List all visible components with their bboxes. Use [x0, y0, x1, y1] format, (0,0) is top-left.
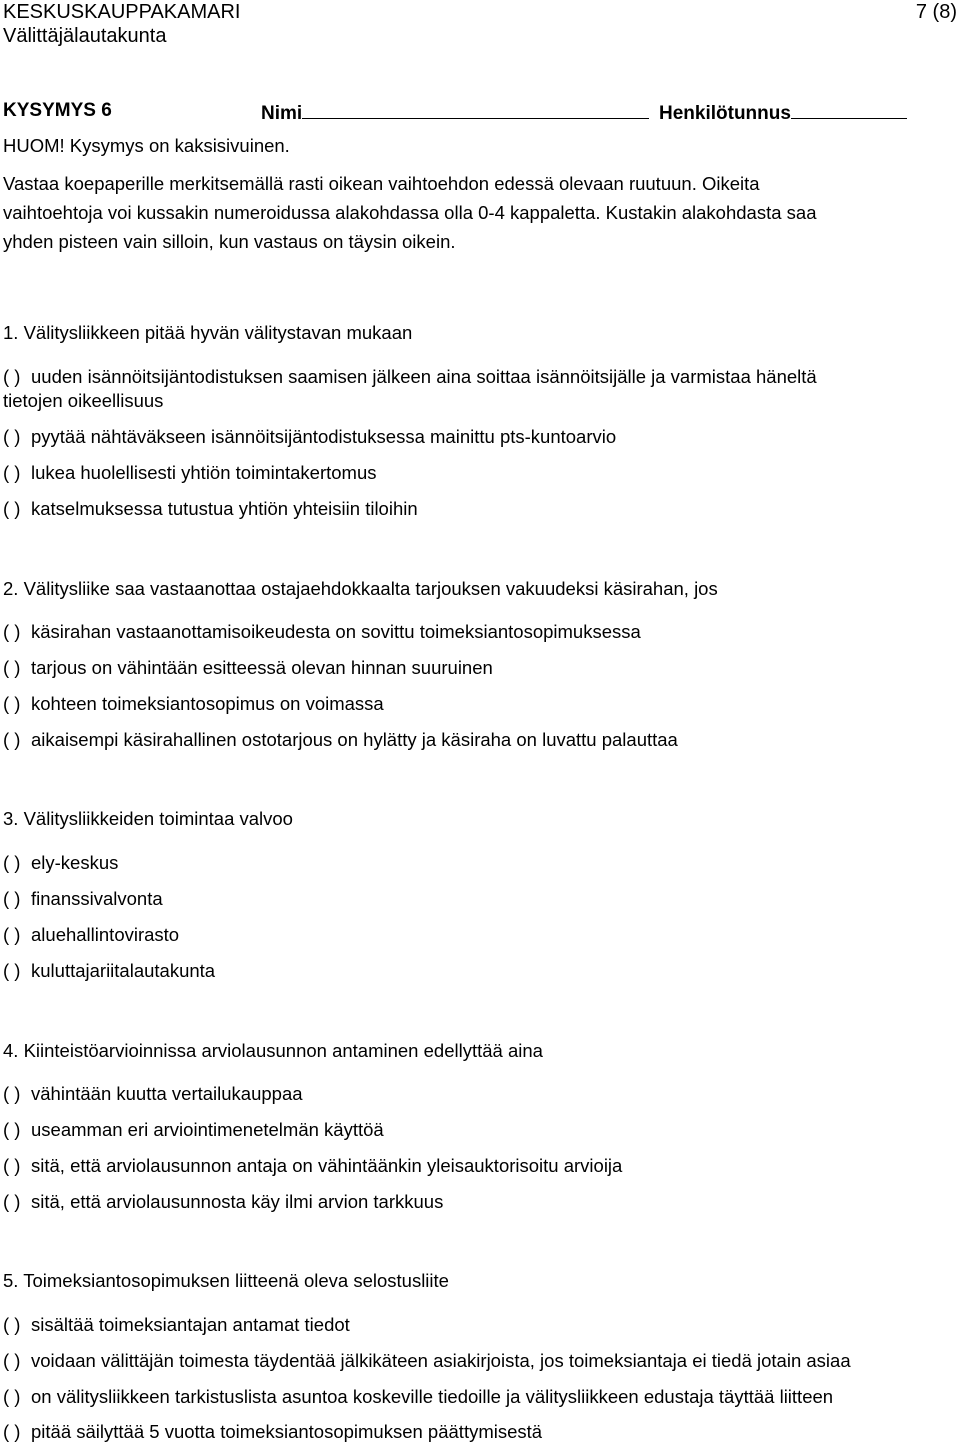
question-3-title: 3. Välitysliikkeiden toimintaa valvoo [3, 808, 293, 829]
name-underline[interactable] [302, 100, 649, 119]
answer-checkbox[interactable]: ( ) [3, 1191, 21, 1212]
option-text: useamman eri arviointimenetelmän käyttöä [31, 1119, 384, 1140]
answer-checkbox[interactable]: ( ) [3, 366, 21, 387]
answer-checkbox[interactable]: ( ) [3, 888, 21, 909]
option-text: sisältää toimeksiantajan antamat tiedot [31, 1314, 350, 1335]
question-1-title: 1. Välitysliikkeen pitää hyvän välitystavan mukaan [3, 322, 413, 343]
option-text: ely-keskus [31, 852, 119, 873]
question-1-option-2[interactable] [3, 426, 616, 448]
answer-checkbox[interactable]: ( ) [3, 960, 21, 981]
option-text: kuluttajariitalautakunta [31, 960, 216, 981]
name-label: Nimi [261, 103, 303, 124]
question-2-option-4[interactable] [3, 729, 678, 751]
answer-checkbox[interactable]: ( ) [3, 426, 21, 447]
option-text: finanssivalvonta [31, 888, 163, 909]
question-5-option-4[interactable] [3, 1421, 542, 1443]
option-text: katselmuksessa tutustua yhtiön yhteisiin tiloihin [31, 498, 418, 519]
option-text: tarjous on vähintään esitteessä olevan hinnan suuruinen [31, 657, 493, 678]
question-5-option-1[interactable] [3, 1314, 350, 1336]
option-text: on välitysliikkeen tarkistuslista asuntoa koskeville tiedoille ja välitysliikkeen edustaja täyttää liitteen [31, 1386, 834, 1407]
question-3-option-2[interactable] [3, 888, 163, 910]
instructions-line-2: vaihtoehtoja voi kussakin numeroidussa alakohdassa olla 0-4 kappaletta. Kustakin alakohdasta saa [3, 202, 817, 223]
question-4-option-4[interactable] [3, 1191, 443, 1213]
question-label: KYSYMYS 6 [3, 100, 112, 121]
board-name: Välittäjälautakunta [3, 25, 167, 47]
question-2-option-3[interactable] [3, 693, 384, 715]
answer-checkbox[interactable]: ( ) [3, 693, 21, 714]
option-text: pitää säilyttää 5 vuotta toimeksiantosopimuksen päättymisestä [31, 1421, 543, 1442]
answer-checkbox[interactable]: ( ) [3, 729, 21, 750]
option-text: voidaan välittäjän toimesta täydentää jälkikäteen asiakirjoista, jos toimeksiantaja ei tiedä jotain asiaa [31, 1350, 851, 1371]
question-5-option-2[interactable] [3, 1350, 851, 1372]
answer-checkbox[interactable]: ( ) [3, 1119, 21, 1140]
id-field[interactable] [659, 100, 907, 125]
option-text: lukea huolellisesti yhtiön toimintakertomus [31, 462, 377, 483]
option-text: pyytää nähtäväkseen isännöitsijäntodistuksessa mainittu pts-kuntoarvio [31, 426, 617, 447]
question-2-option-1[interactable] [3, 621, 641, 643]
option-text: aluehallintovirasto [31, 924, 180, 945]
answer-checkbox[interactable]: ( ) [3, 924, 21, 945]
answer-checkbox[interactable]: ( ) [3, 657, 21, 678]
answer-checkbox[interactable]: ( ) [3, 498, 21, 519]
id-label: Henkilötunnus [659, 103, 791, 124]
question-4-option-3[interactable] [3, 1155, 622, 1177]
answer-checkbox[interactable]: ( ) [3, 1350, 21, 1371]
question-4-option-1[interactable] [3, 1083, 303, 1105]
option-text: aikaisempi käsirahallinen ostotarjous on hylätty ja käsiraha on luvattu palauttaa [31, 729, 678, 750]
question-3-option-4[interactable] [3, 960, 215, 982]
option-text: sitä, että arviolausunnosta käy ilmi arvion tarkkuus [31, 1191, 444, 1212]
question-5-title: 5. Toimeksiantosopimuksen liitteenä oleva selostusliite [3, 1270, 449, 1291]
option-text: käsirahan vastaanottamisoikeudesta on sovittu toimeksiantosopimuksessa [31, 621, 641, 642]
answer-checkbox[interactable]: ( ) [3, 1155, 21, 1176]
answer-checkbox[interactable]: ( ) [3, 1386, 21, 1407]
option-text: kohteen toimeksiantosopimus on voimassa [31, 693, 384, 714]
question-5-option-3[interactable] [3, 1386, 833, 1408]
answer-checkbox[interactable]: ( ) [3, 1314, 21, 1335]
answer-checkbox[interactable]: ( ) [3, 1421, 21, 1442]
answer-checkbox[interactable]: ( ) [3, 621, 21, 642]
page-number: 7 (8) [915, 1, 957, 23]
note-text: HUOM! Kysymys on kaksisivuinen. [3, 135, 290, 156]
answer-checkbox[interactable]: ( ) [3, 462, 21, 483]
answer-checkbox[interactable]: ( ) [3, 852, 21, 873]
question-3-option-3[interactable] [3, 924, 179, 946]
question-4-title: 4. Kiinteistöarvioinnissa arviolausunnon antaminen edellyttää aina [3, 1040, 543, 1061]
instructions-line-3: yhden pisteen vain silloin, kun vastaus on täysin oikein. [3, 231, 456, 252]
organization-name: KESKUSKAUPPAKAMARI [3, 1, 241, 23]
question-1-option-1[interactable] [3, 366, 817, 388]
option-text: sitä, että arviolausunnon antaja on vähintäänkin yleisauktorisoitu arvioija [31, 1155, 623, 1176]
id-underline[interactable] [791, 100, 907, 119]
instructions-line-1: Vastaa koepaperille merkitsemällä rasti oikean vaihtoehdon edessä olevaan ruutuun. Oikeita [3, 173, 760, 194]
answer-checkbox[interactable]: ( ) [3, 1083, 21, 1104]
question-1-option-1-continuation: tietojen oikeellisuus [3, 390, 164, 411]
name-field[interactable] [261, 100, 649, 125]
question-4-option-2[interactable] [3, 1119, 384, 1141]
question-1-option-3[interactable] [3, 462, 377, 484]
question-3-option-1[interactable] [3, 852, 118, 874]
question-2-option-2[interactable] [3, 657, 493, 679]
question-1-option-4[interactable] [3, 498, 418, 520]
option-text: vähintään kuutta vertailukauppaa [31, 1083, 303, 1104]
option-text: uuden isännöitsijäntodistuksen saamisen jälkeen aina soittaa isännöitsijälle ja varmistaa häneltä [31, 366, 817, 387]
question-2-title: 2. Välitysliike saa vastaanottaa ostajaehdokkaalta tarjouksen vakuudeksi käsirahan, jos [3, 578, 718, 599]
